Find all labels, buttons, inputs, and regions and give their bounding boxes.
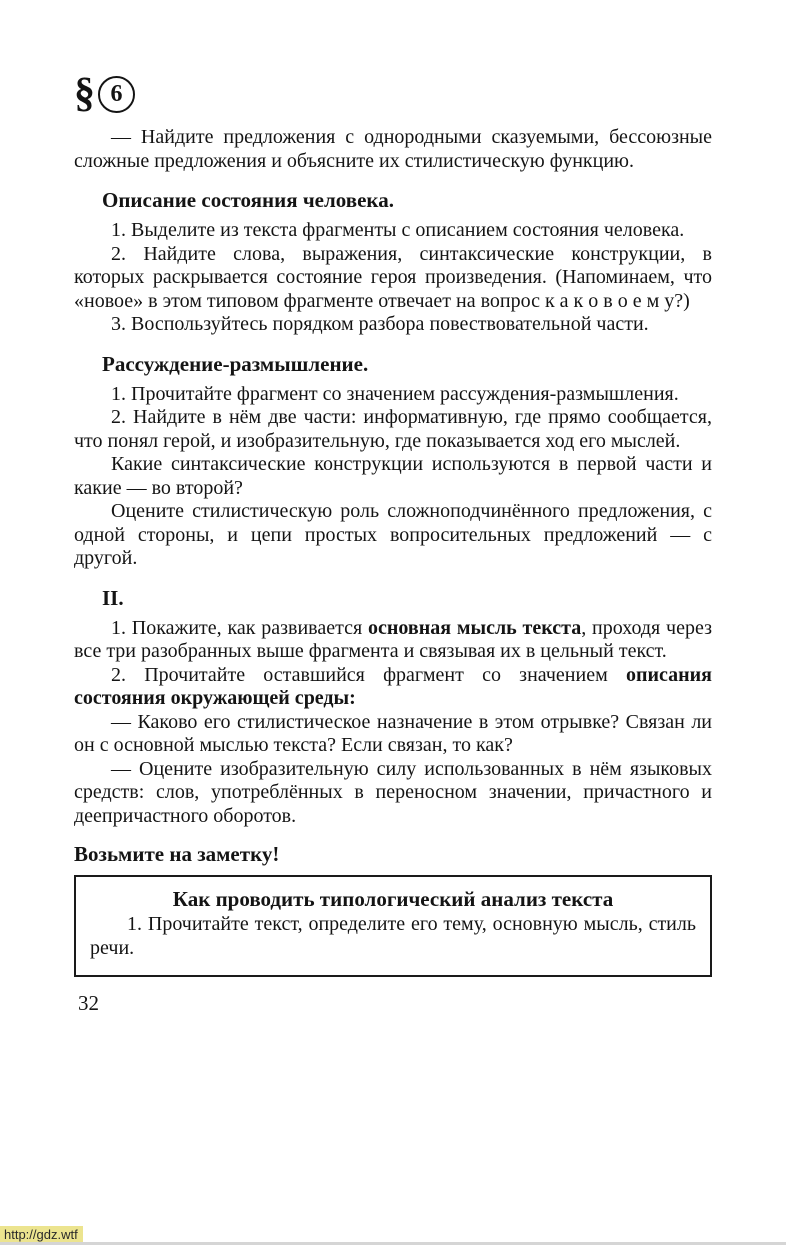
paragraph-number-circle: [98, 76, 135, 113]
note-box-title: Как проводить типологический анализ текста: [172, 887, 614, 911]
section1-heading: Описание состояния человека.: [102, 188, 394, 212]
section3-item1-tail: , проходя через все три разобранных выше фрагмента и связывая их в цельный текст.: [74, 616, 712, 662]
section2-para4: Оцените стилистическую роль сложноподчинённого предложения, с одной стороны, и цепи простых вопросительных предложений — с другой.: [74, 500, 712, 569]
note-box-text: 1. Прочитайте текст, определите его тему, основную мысль, стиль речи.: [90, 913, 696, 959]
section3-item1-text: 1. Покажите, как развивается: [111, 616, 368, 639]
section3-item1-bold: основная мысль текста: [367, 616, 582, 639]
paragraph-number: 6: [110, 80, 123, 107]
section2-item1: 1. Прочитайте фрагмент со значением рассуждения-размышления.: [111, 382, 679, 405]
note-heading: Возьмите на заметку!: [74, 842, 280, 866]
watermark-link[interactable]: http://gdz.wtf: [0, 1226, 83, 1244]
intro-paragraph: — Найдите предложения с однородными сказуемыми, бессоюзные сложные предложения и объясните их стилистическую функцию.: [74, 126, 712, 172]
section3-item1: [74, 617, 712, 664]
section2-item2: 2. Найдите в нём две части: информативную, где прямо сообщается, что понял герой, и изобразительную, где показывается ход его мыслей.: [74, 406, 712, 452]
section1-item2: 2. Найдите слова, выражения, синтаксические конструкции, в которых раскрывается состояние героя произведения. (Напоминаем, что «новое» в этом типовом фрагменте отвечает на вопрос к а к о в о е м у?): [74, 242, 712, 312]
page-number: 32: [78, 991, 99, 1015]
section1-item1: 1. Выделите из текста фрагменты с описанием состояния человека.: [111, 219, 685, 241]
paragraph-sign: §: [74, 70, 95, 116]
section3-heading: II.: [102, 585, 124, 610]
note-box: [74, 875, 712, 977]
section3-item2-text: 2. Прочитайте оставшийся фрагмент со значением: [111, 663, 626, 686]
section2-heading: Рассуждение-размышление.: [102, 351, 369, 376]
section3-dash2: — Оцените изобразительную силу использованных в нём языковых средств: слов, употреблённых в переносном значении, причастного и деепричастного оборотов.: [74, 757, 712, 827]
section2-para3: Какие синтаксические конструкции используются в первой части и какие — во второй?: [74, 453, 712, 499]
section3-item2: [74, 664, 712, 711]
section-mark: [74, 70, 712, 116]
section3-dash1: — Каково его стилистическое назначение в этом отрывке? Связан ли он с основной мыслью текста? Если связан, то как?: [74, 710, 712, 756]
section3-item2-bold: описания состояния окружающей среды:: [74, 663, 712, 709]
section1-item3: 3. Воспользуйтесь порядком разбора повествовательной части.: [111, 313, 649, 335]
